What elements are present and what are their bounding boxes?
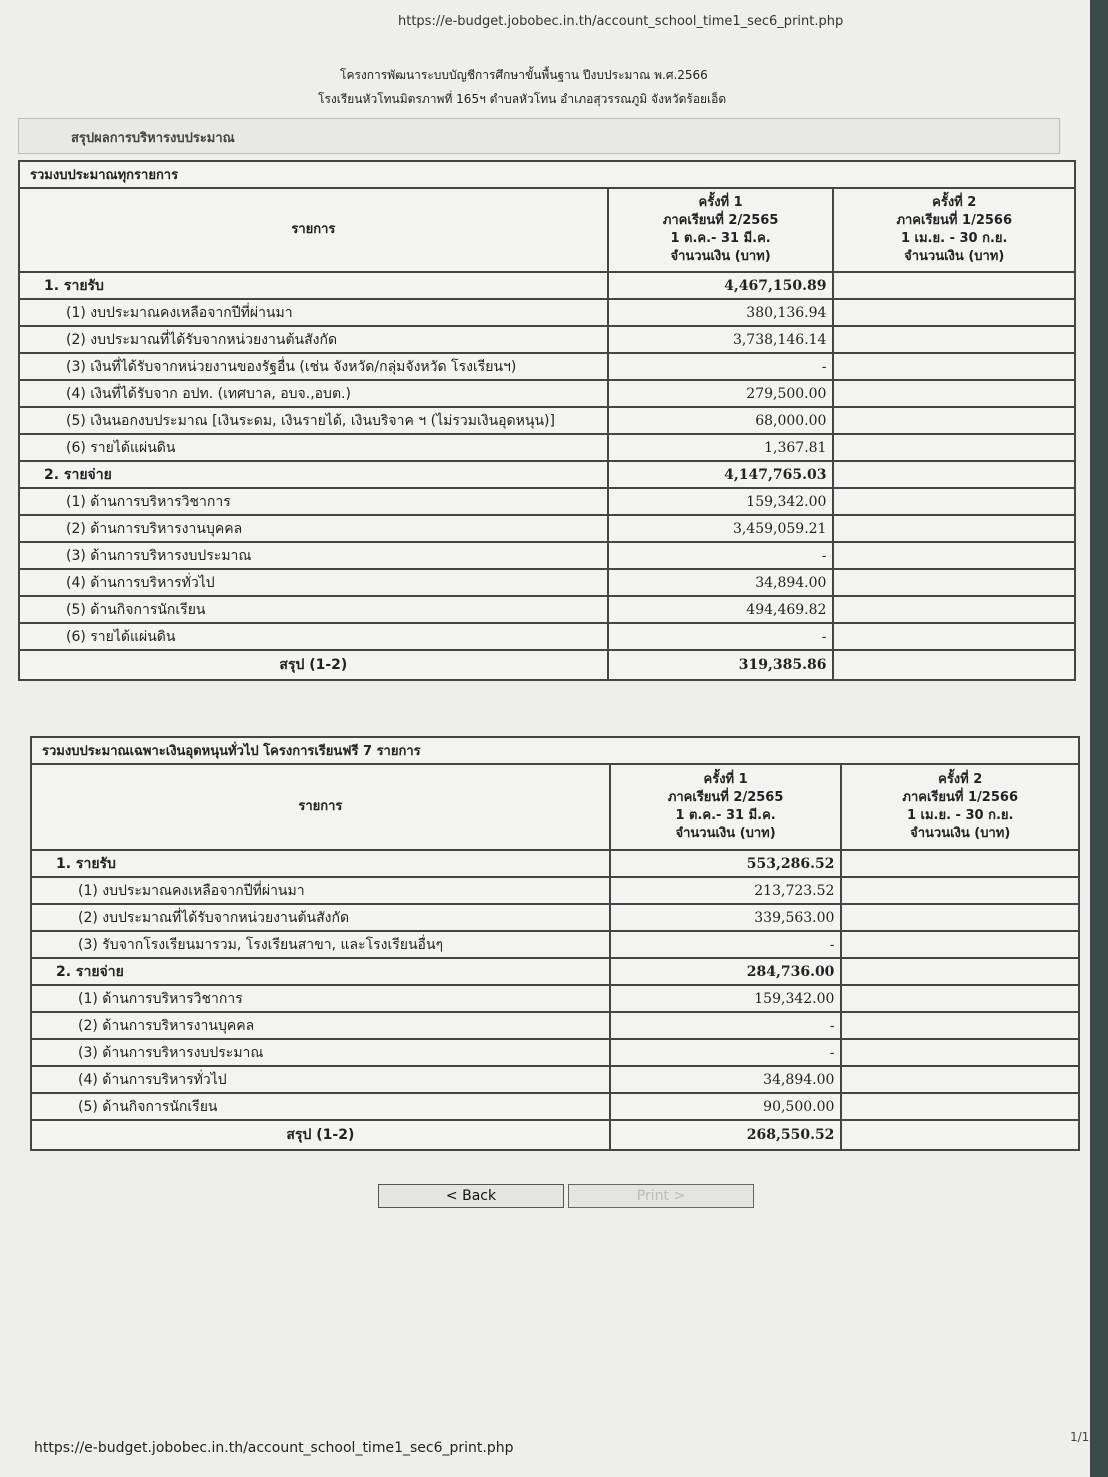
column-header-item: รายการ — [19, 188, 608, 272]
page-url-header: https://e-budget.jobobec.in.th/account_school_time1_sec6_print.php — [398, 14, 844, 29]
budget-table-subsidy — [30, 736, 1080, 1151]
table-row: (2) ด้านการบริหารงานบุคคล - — [31, 1012, 1079, 1039]
column-header-period1: ครั้งที่ 1 ภาคเรียนที่ 2/2565 1 ต.ค.- 31 มี.ค. จำนวนเงิน (บาท) — [608, 188, 834, 272]
table-row: (1) งบประมาณคงเหลือจากปีที่ผ่านมา 380,136.94 — [19, 299, 1075, 326]
expense-row: 2. รายจ่าย 4,147,765.03 — [19, 461, 1075, 488]
table-row: (1) งบประมาณคงเหลือจากปีที่ผ่านมา 213,723.52 — [31, 877, 1079, 904]
project-title: โครงการพัฒนาระบบบัญชีการศึกษาขั้นพื้นฐาน ปีงบประมาณ พ.ศ.2566 — [340, 68, 708, 82]
section-title: สรุปผลการบริหารงบประมาณ — [71, 131, 235, 146]
section-title-bar — [18, 118, 1060, 154]
table-row: (5) ด้านกิจการนักเรียน 494,469.82 — [19, 596, 1075, 623]
table-row: (6) รายได้แผ่นดิน - — [19, 623, 1075, 650]
table-caption: รวมงบประมาณทุกรายการ — [19, 161, 1075, 188]
income-row: 1. รายรับ 553,286.52 — [31, 850, 1079, 877]
table-row: (1) ด้านการบริหารวิชาการ 159,342.00 — [19, 488, 1075, 515]
column-header-item: รายการ — [31, 764, 610, 850]
income-row: 1. รายรับ 4,467,150.89 — [19, 272, 1075, 299]
table-row: (2) งบประมาณที่ได้รับจากหน่วยงานต้นสังกัด 3,738,146.14 — [19, 326, 1075, 353]
table-row: (3) ด้านการบริหารงบประมาณ - — [19, 542, 1075, 569]
summary-row: สรุป (1-2) 268,550.52 — [31, 1120, 1079, 1150]
back-button[interactable]: < Back — [378, 1184, 564, 1208]
table-row: (5) ด้านกิจการนักเรียน 90,500.00 — [31, 1093, 1079, 1120]
column-header-period2: ครั้งที่ 2 ภาคเรียนที่ 1/2566 1 เม.ย. - 30 ก.ย. จำนวนเงิน (บาท) — [841, 764, 1079, 850]
table-row: (3) รับจากโรงเรียนมารวม, โรงเรียนสาขา, และโรงเรียนอื่นๆ - — [31, 931, 1079, 958]
school-name: โรงเรียนหัวโทนมิตรภาพที่ 165ฯ ตำบลหัวโทน อำเภอสุวรรณภูมิ จังหวัดร้อยเอ็ด — [318, 92, 727, 106]
table-row: (2) ด้านการบริหารงานบุคคล 3,459,059.21 — [19, 515, 1075, 542]
table-row: (4) เงินที่ได้รับจาก อปท. (เทศบาล, อบจ.,อบต.) 279,500.00 — [19, 380, 1075, 407]
page-url-footer: https://e-budget.jobobec.in.th/account_school_time1_sec6_print.php — [34, 1440, 514, 1456]
table-row: (4) ด้านการบริหารทั่วไป 34,894.00 — [31, 1066, 1079, 1093]
summary-row: สรุป (1-2) 319,385.86 — [19, 650, 1075, 680]
table-row: (4) ด้านการบริหารทั่วไป 34,894.00 — [19, 569, 1075, 596]
expense-row: 2. รายจ่าย 284,736.00 — [31, 958, 1079, 985]
table-caption: รวมงบประมาณเฉพาะเงินอุดหนุนทั่วไป โครงการเรียนฟรี 7 รายการ — [31, 737, 1079, 764]
print-button[interactable]: Print > — [568, 1184, 754, 1208]
column-header-period2: ครั้งที่ 2 ภาคเรียนที่ 1/2566 1 เม.ย. - 30 ก.ย. จำนวนเงิน (บาท) — [833, 188, 1075, 272]
column-header-period1: ครั้งที่ 1 ภาคเรียนที่ 2/2565 1 ต.ค.- 31 มี.ค. จำนวนเงิน (บาท) — [610, 764, 842, 850]
table-row: (1) ด้านการบริหารวิชาการ 159,342.00 — [31, 985, 1079, 1012]
budget-table-all — [18, 160, 1076, 681]
table-row: (3) ด้านการบริหารงบประมาณ - — [31, 1039, 1079, 1066]
page-number: 1/1 — [1070, 1430, 1090, 1444]
table-row: (3) เงินที่ได้รับจากหน่วยงานของรัฐอื่น (เช่น จังหวัด/กลุ่มจังหวัด โรงเรียนฯ) - — [19, 353, 1075, 380]
table-row: (5) เงินนอกงบประมาณ [เงินระดม, เงินรายได้, เงินบริจาค ฯ (ไม่รวมเงินอุดหนุน)] 68,000.00 — [19, 407, 1075, 434]
table-row: (6) รายได้แผ่นดิน 1,367.81 — [19, 434, 1075, 461]
table-row: (2) งบประมาณที่ได้รับจากหน่วยงานต้นสังกัด 339,563.00 — [31, 904, 1079, 931]
